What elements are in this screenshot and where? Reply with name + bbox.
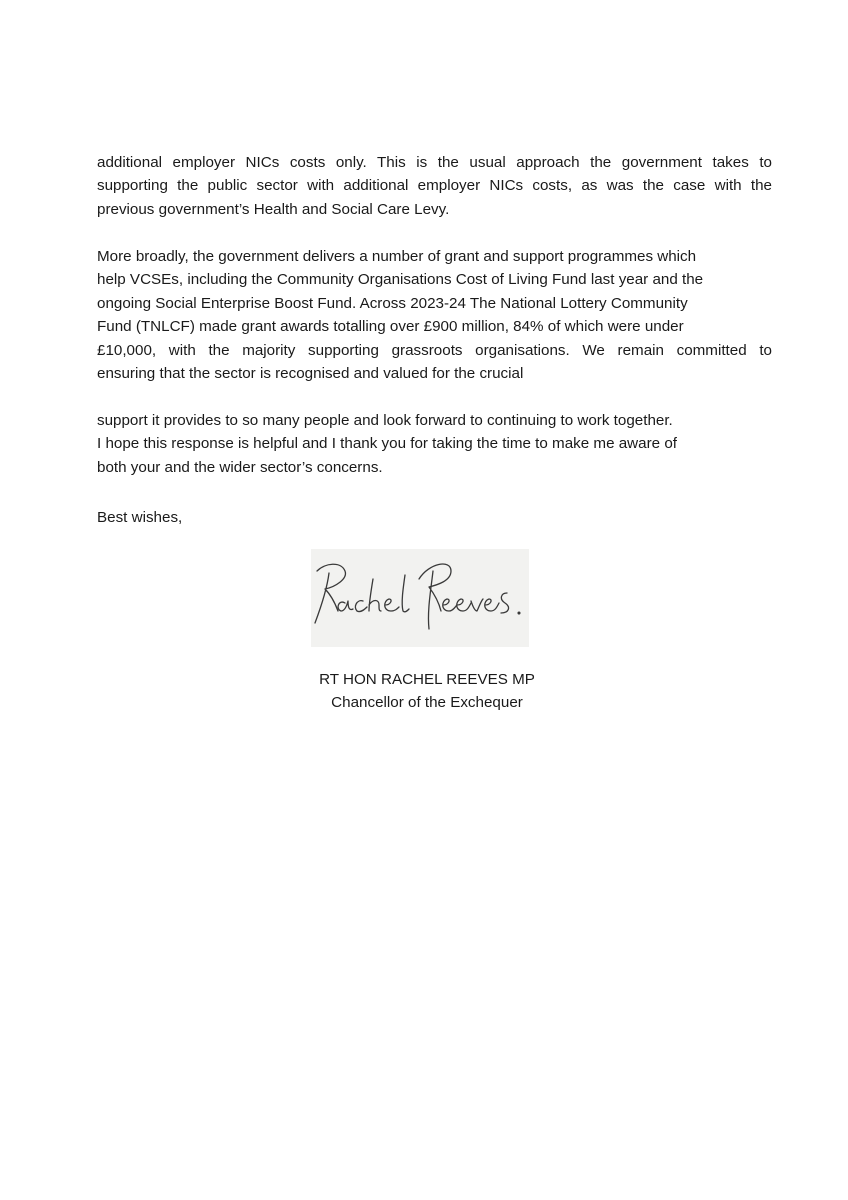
text-line: previous government’s Health and Social Care Levy. <box>97 200 450 218</box>
text-line: £10,000, with the majority supporting grassroots organisations. We remain committed to <box>97 341 772 359</box>
paragraph-closing-remarks <box>97 409 772 479</box>
text-line: I hope this response is helpful and I thank you for taking the time to make me aware of <box>97 435 677 453</box>
text-line: support it provides to so many people and look forward to continuing to work together. <box>97 412 673 429</box>
text-line: ensuring that the sector is recognised and valued for the crucial <box>97 365 524 383</box>
closing-salutation <box>97 506 772 529</box>
text-line: More broadly, the government delivers a number of grant and support programmes which <box>97 248 697 265</box>
paragraph-employer-nics <box>97 151 772 221</box>
signatory-title: Chancellor of the Exchequer <box>331 694 523 712</box>
text-line: Fund (TNLCF) made grant awards totalling over £900 million, 84% of which were under <box>97 318 684 336</box>
signatory-name: RT HON RACHEL REEVES MP <box>319 671 535 688</box>
best-wishes-text: Best wishes, <box>97 509 183 526</box>
paragraph-grant-programmes <box>97 245 772 385</box>
text-line: supporting the public sector with additional employer NICs costs, as was the case with the <box>97 177 772 195</box>
text-line: additional employer NICs costs only. This is the usual approach the government takes to <box>97 154 772 171</box>
signatory-block <box>311 668 543 715</box>
text-line: both your and the wider sector’s concerns. <box>97 458 383 476</box>
text-line: help VCSEs, including the Community Organisations Cost of Living Fund last year and the <box>97 271 704 289</box>
handwritten-signature <box>311 549 529 647</box>
text-line: ongoing Social Enterprise Boost Fund. Across 2023-24 The National Lottery Community <box>97 294 688 312</box>
